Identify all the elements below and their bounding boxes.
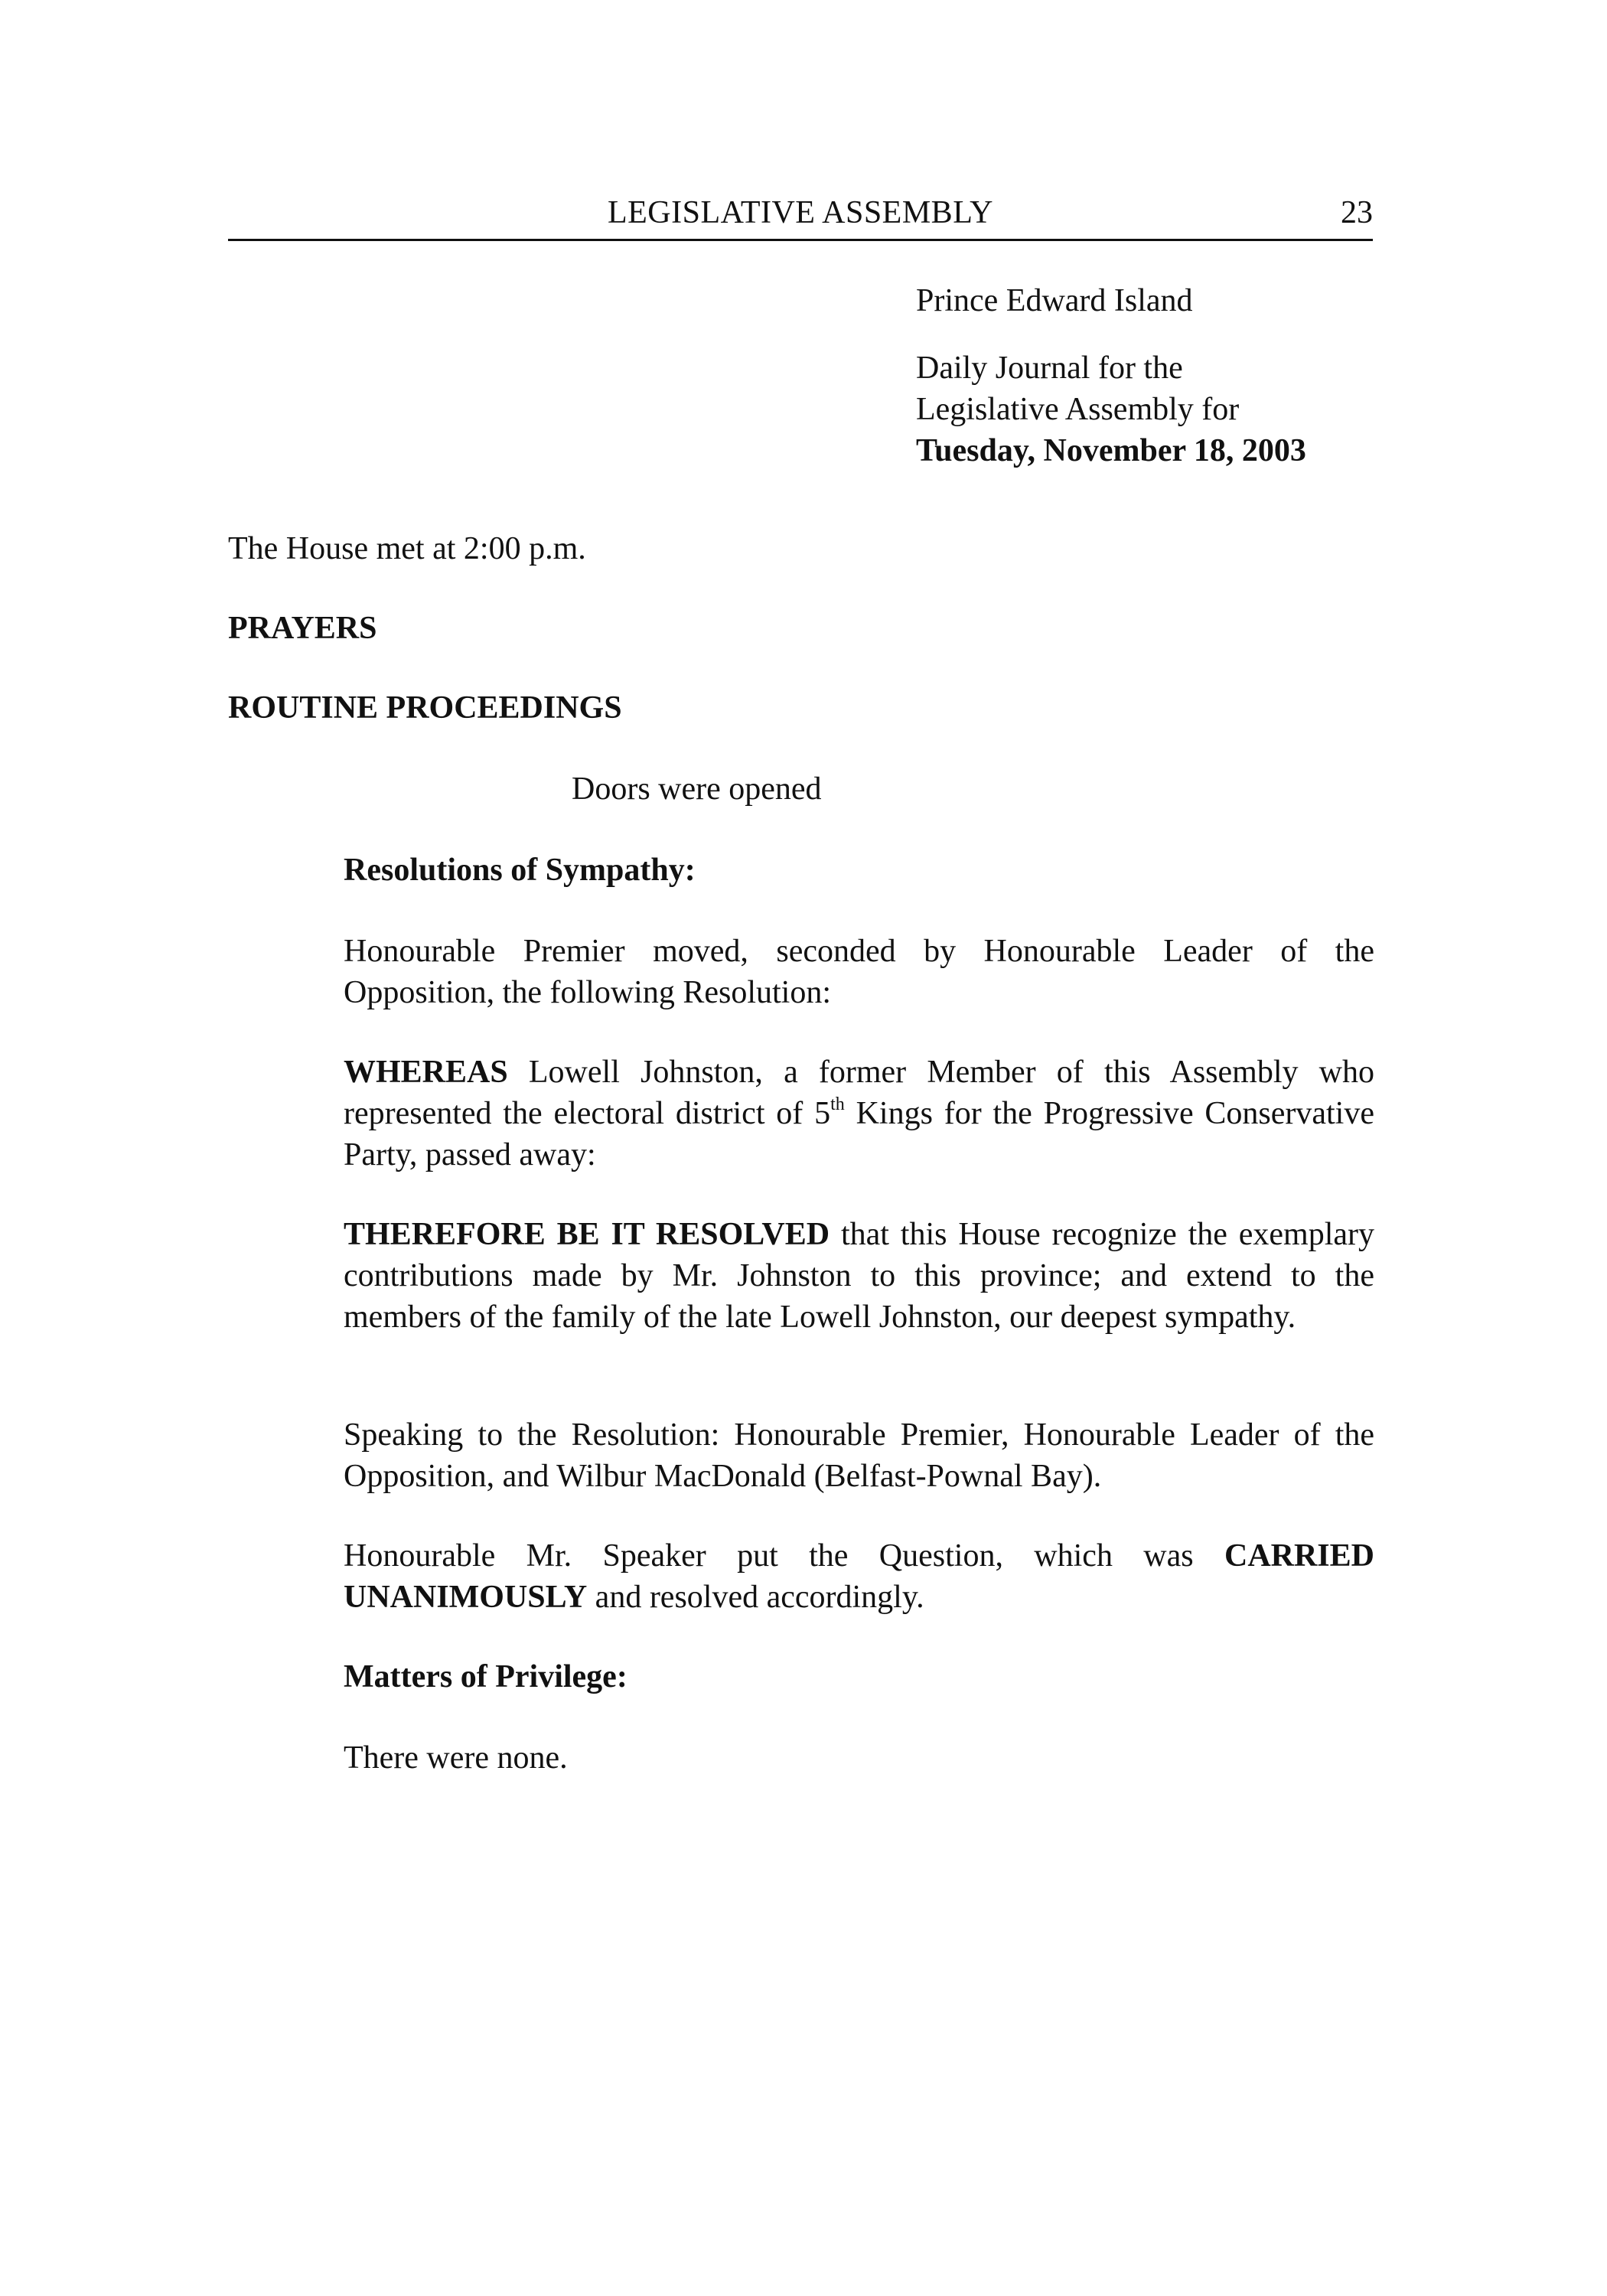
journal-date: Tuesday, November 18, 2003: [916, 433, 1306, 468]
header-title: LEGISLATIVE ASSEMBLY: [608, 195, 993, 230]
privilege-text: There were none.: [344, 1740, 568, 1776]
routine-proceedings-heading: ROUTINE PROCEEDINGS: [228, 690, 622, 726]
speaking-paragraph: Speaking to the Resolution: Honourable Premier, Honourable Leader of the Opposition, and Wilbur MacDonald (Belfast-Pownal Bay).: [344, 1417, 1374, 1494]
journal-title-line1: Daily Journal for the: [916, 351, 1183, 386]
question-text: Honourable Mr. Speaker put the Question, which was: [344, 1538, 1224, 1574]
question-result: CARRIED UNANIMOUSLY: [344, 1538, 1374, 1615]
whereas-text-a: Lowell Johnston, a former Member of this Assembly who represented the electoral district of 5: [344, 1055, 1374, 1131]
sympathy-heading: Resolutions of Sympathy:: [344, 853, 696, 888]
resolved-paragraph: [344, 1214, 1374, 1338]
resolved-label: THEREFORE BE IT RESOLVED: [344, 1217, 830, 1252]
whereas-paragraph: [344, 1052, 1374, 1176]
journal-heading: [916, 280, 1306, 471]
house-met-text: The House met at 2:00 p.m.: [228, 531, 586, 566]
running-header: [228, 193, 1373, 241]
motion-paragraph: Honourable Premier moved, seconded by Honourable Leader of the Opposition, the following Resolution:: [344, 934, 1374, 1010]
question-paragraph: [344, 1535, 1374, 1618]
privilege-heading: Matters of Privilege:: [344, 1659, 627, 1694]
resolved-text: that this House recognize the exemplary contributions made by Mr. Johnston to this province; and extend to the members of the family of the late Lowell Johnston, our deepest sympathy.: [344, 1217, 1374, 1335]
question-end: and resolved accordingly.: [587, 1580, 924, 1615]
whereas-label: WHEREAS: [344, 1055, 508, 1090]
whereas-superscript: th: [830, 1094, 845, 1114]
page-number: 23: [1341, 195, 1373, 230]
doors-opened-text: Doors were opened: [572, 771, 822, 807]
whereas-text-b: Kings for the Progressive Conservative Party, passed away:: [344, 1096, 1374, 1172]
journal-title-line2: Legislative Assembly for: [916, 392, 1240, 427]
prayers-heading: PRAYERS: [228, 611, 377, 646]
province-name: Prince Edward Island: [916, 283, 1193, 318]
